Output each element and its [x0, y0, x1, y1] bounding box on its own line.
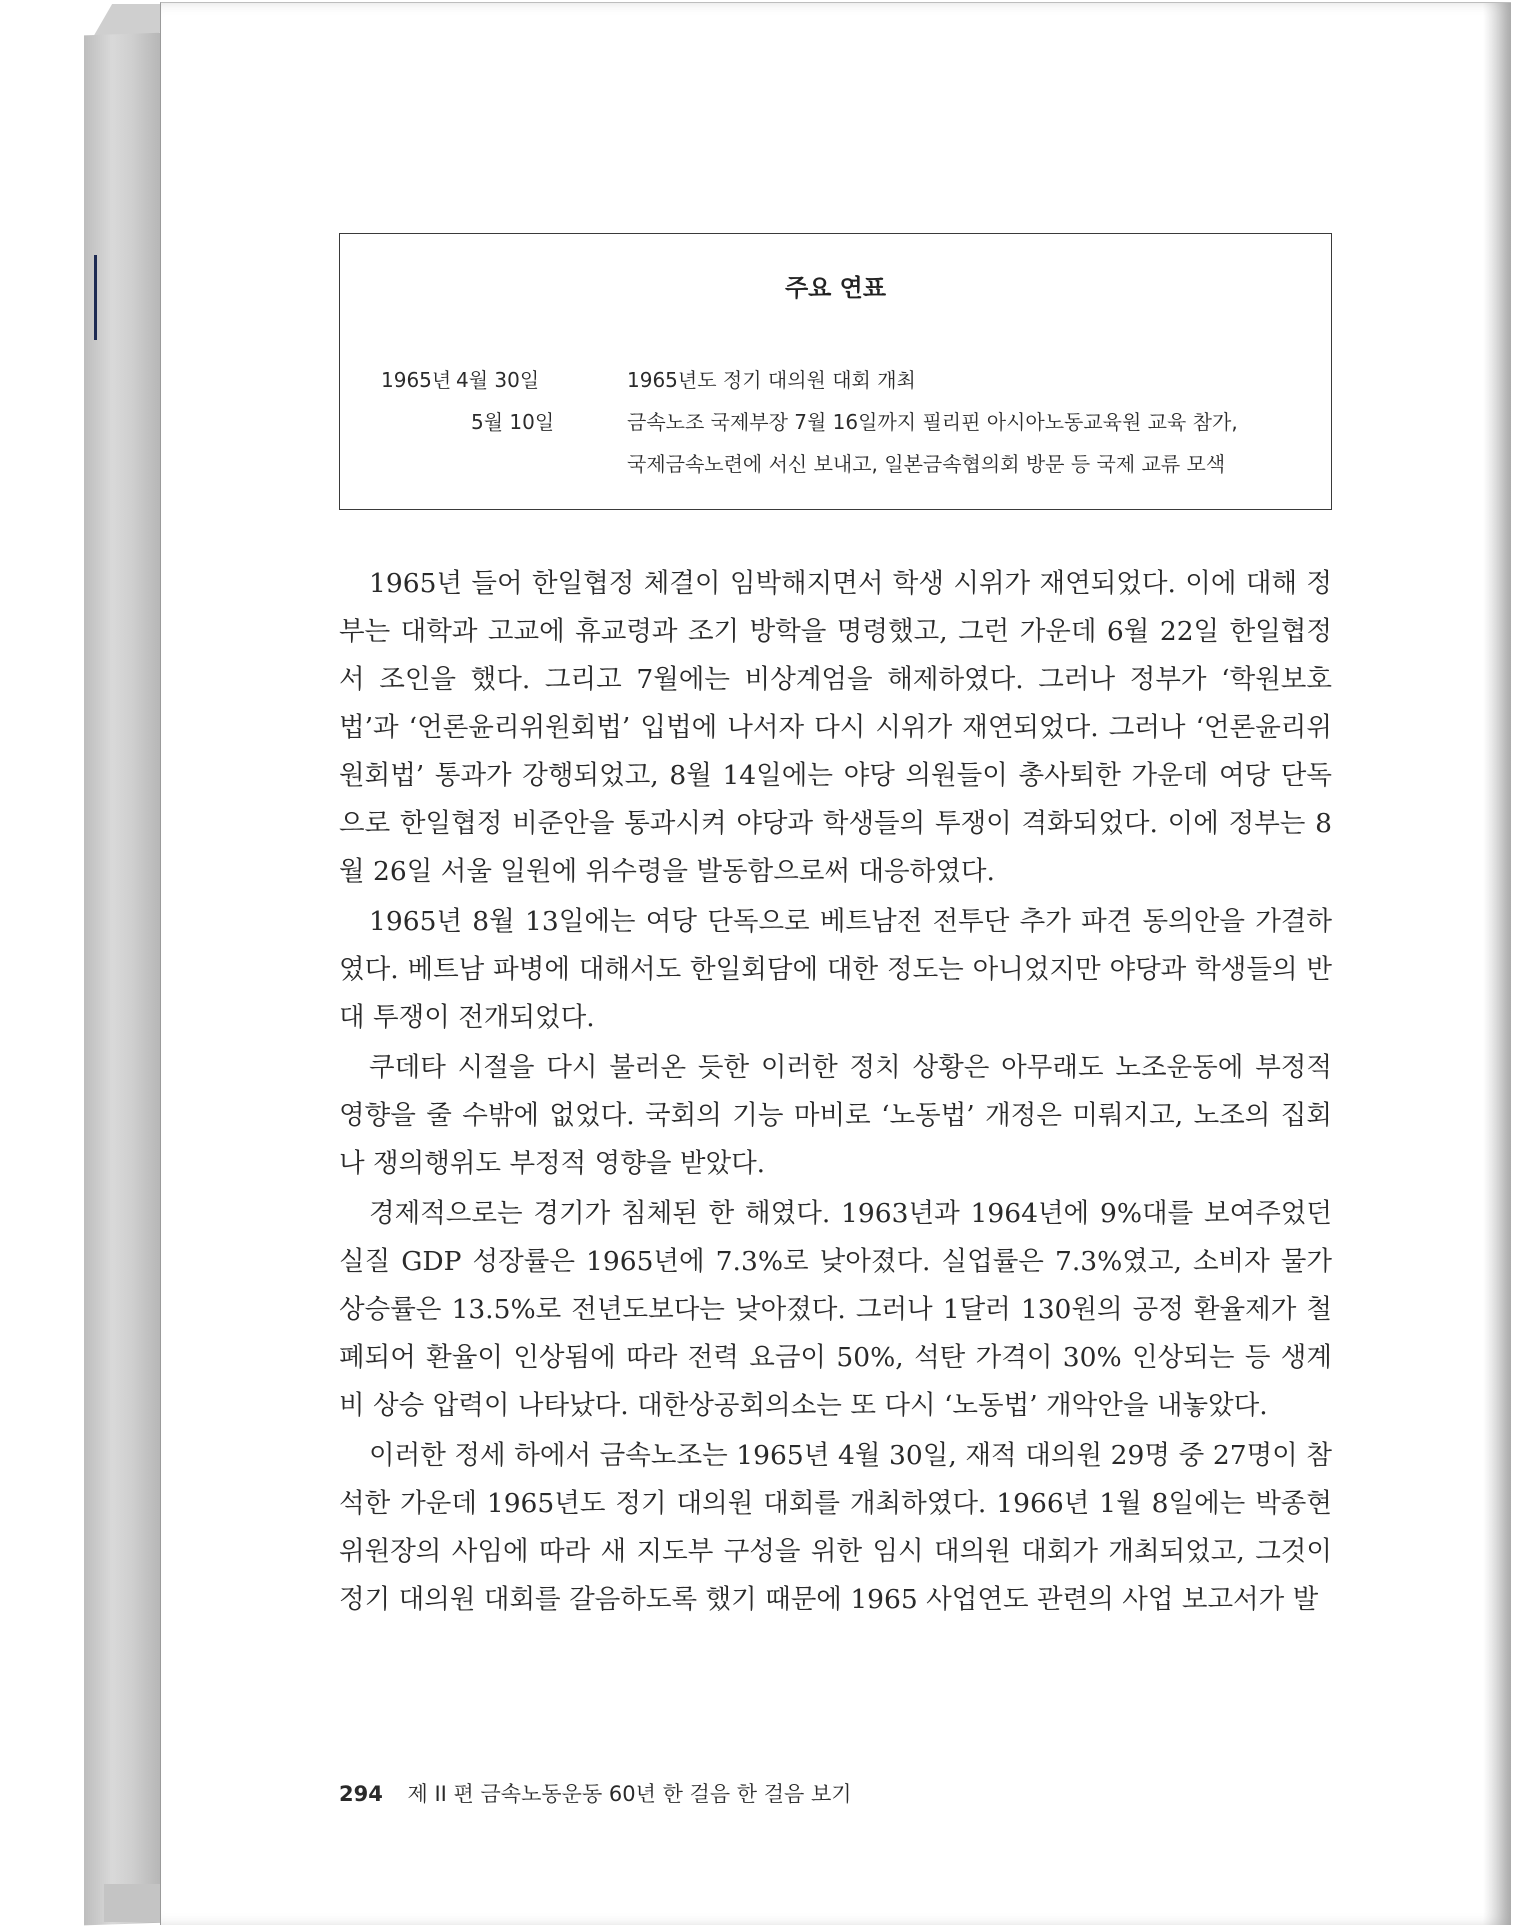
book-edge-bottom — [104, 1884, 164, 1922]
paragraph: 1965년 8월 13일에는 여당 단독으로 베트남전 전투단 추가 파견 동의안을 가결하였다. 베트남 파병에 대해서도 한일회담에 대한 정도는 아니었지만 야당과 학생들의 반대 투쟁이 전개되었다. — [339, 906, 1332, 1033]
chronology-event: 금속노조 국제부장 7월 16일까지 필리핀 아시아노동교육원 교육 참가, — [627, 410, 1238, 434]
paragraph: 쿠데타 시절을 다시 불러온 듯한 이러한 정치 상황은 아무래도 노조운동에 부정적 영향을 줄 수밖에 없었다. 국회의 기능 마비로 ‘노동법’ 개정은 미뤄지고, 노조의 집회나 쟁의행위도 부정적 영향을 받았다. — [339, 1052, 1332, 1179]
paragraph: 이러한 정세 하에서 금속노조는 1965년 4월 30일, 재적 대의원 29명 중 27명이 참석한 가운데 1965년도 정기 대의원 대회를 개최하였다. 1966년 1월 8일에는 박종현 위원장의 사임에 따라 새 지도부 구성을 위한 임시 대의원 대회가 개최되었고, 그것이 정기 대의원 대회를 갈음하도록 했기 때문에 1965 사업연도 관련의 사업 보고서가 발 — [339, 1440, 1332, 1615]
edge-marker — [94, 255, 97, 340]
chronology-year: 1965년 — [381, 368, 452, 392]
body-text — [339, 560, 1332, 1626]
chronology-date: 5월 10일 — [471, 410, 555, 434]
page-number: 294 — [339, 1782, 383, 1806]
chronology-event: 1965년도 정기 대의원 대회 개최 — [627, 368, 916, 392]
page-footer — [339, 1778, 852, 1808]
chronology-box — [339, 233, 1332, 510]
paragraph: 경제적으로는 경기가 침체된 한 해였다. 1963년과 1964년에 9%대를 보여주었던 실질 GDP 성장률은 1965년에 7.3%로 낮아졌다. 실업률은 7.3%였고, 소비자 물가 상승률은 13.5%로 전년도보다는 낮아졌다. 그러나 1달러 130원의 공정 환율제가 철폐되어 환율이 인상됨에 따라 전력 요금이 50%, 석탄 가격이 30% 인상되는 등 생계비 상승 압력이 나타났다. 대한상공회의소는 또 다시 ‘노동법’ 개악안을 내놓았다. — [339, 1198, 1332, 1421]
chronology-title: 주요 연표 — [784, 274, 887, 302]
chronology-date: 4월 30일 — [456, 368, 540, 392]
paragraph: 1965년 들어 한일협정 체결이 임박해지면서 학생 시위가 재연되었다. 이에 대해 정부는 대학과 고교에 휴교령과 조기 방학을 명령했고, 그런 가운데 6월 22일 한일협정서 조인을 했다. 그리고 7월에는 비상계엄을 해제하였다. 그러나 정부가 ‘학원보호법’과 ‘언론윤리위원회법’ 입법에 나서자 다시 시위가 재연되었다. 그러나 ‘언론윤리위원회법’ 통과가 강행되었고, 8월 14일에는 야당 의원들이 총사퇴한 가운데 여당 단독으로 한일협정 비준안을 통과시켜 야당과 학생들의 투쟁이 격화되었다. 이에 정부는 8월 26일 서울 일원에 위수령을 발동함으로써 대응하였다. — [339, 568, 1332, 887]
running-footer-title: 제 II 편 금속노동운동 60년 한 걸음 한 걸음 보기 — [407, 1782, 852, 1806]
page-curl-shadow — [1483, 3, 1511, 1925]
chronology-event: 국제금속노련에 서신 보내고, 일본금속협의회 방문 등 국제 교류 모색 — [627, 452, 1226, 476]
